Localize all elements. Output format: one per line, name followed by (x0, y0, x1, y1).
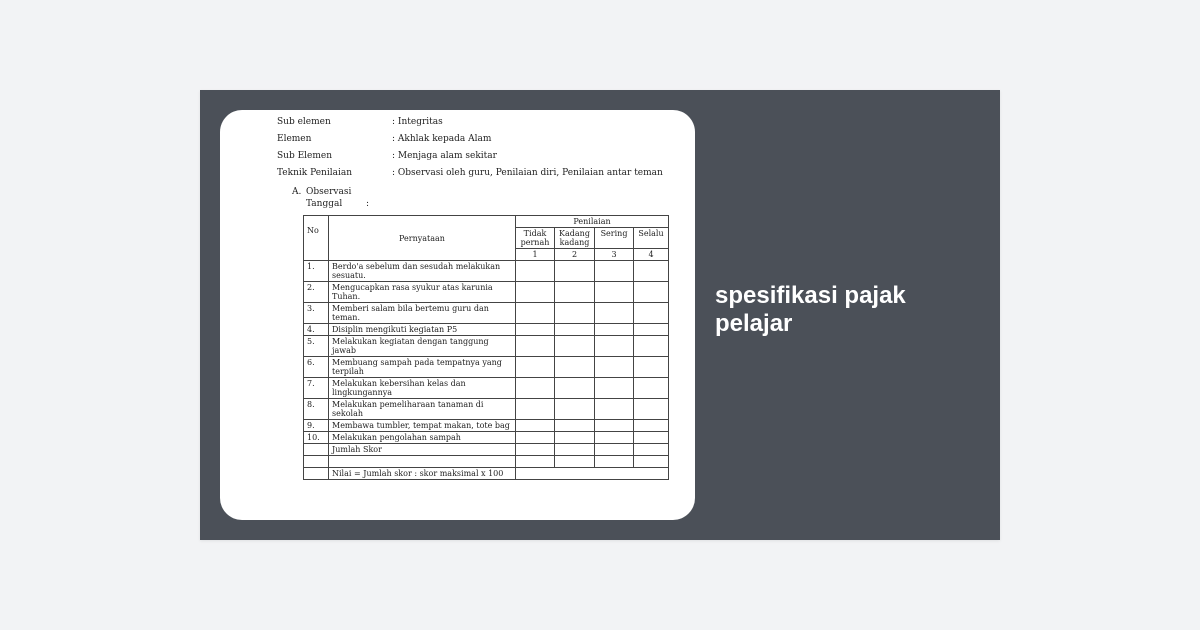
score-cell[interactable] (516, 378, 555, 399)
row-number: 2. (304, 282, 329, 303)
score-cell[interactable] (595, 420, 634, 432)
meta-label: Elemen (277, 134, 312, 144)
row-statement: Melakukan pengolahan sampah (329, 432, 516, 444)
score-cell[interactable] (634, 324, 669, 336)
page-title: spesifikasi pajak pelajar (715, 282, 906, 337)
score-cell[interactable] (555, 378, 595, 399)
score-cell[interactable] (595, 303, 634, 324)
table-row (304, 336, 669, 357)
row-number: 1. (304, 261, 329, 282)
score-cell[interactable] (634, 282, 669, 303)
score-cell[interactable] (516, 261, 555, 282)
table-row (304, 324, 669, 336)
table-row (304, 378, 669, 399)
section-letter: A. (292, 187, 302, 197)
row-statement: Disiplin mengikuti kegiatan P5 (329, 324, 516, 336)
date-label: Tanggal (306, 199, 343, 209)
blank-row (304, 456, 669, 468)
score-cell[interactable] (595, 432, 634, 444)
row-statement: Membawa tumbler, tempat makan, tote bag (329, 420, 516, 432)
row-statement: Mengucapkan rasa syukur atas karunia Tuhan. (329, 282, 516, 303)
scale-label: Selalu (634, 228, 669, 249)
score-cell[interactable] (555, 444, 595, 456)
score-cell[interactable] (516, 357, 555, 378)
row-number: 7. (304, 378, 329, 399)
score-cell[interactable] (634, 336, 669, 357)
meta-label: Sub elemen (277, 117, 331, 127)
scale-label: Sering (595, 228, 634, 249)
table-row (304, 261, 669, 282)
total-row (304, 444, 669, 456)
score-cell[interactable] (595, 261, 634, 282)
meta-label: Sub Elemen (277, 151, 333, 161)
table-row (304, 282, 669, 303)
table-row (304, 432, 669, 444)
table-row (304, 420, 669, 432)
meta-value: : Observasi oleh guru, Penilaian diri, Penilaian antar teman (392, 168, 663, 178)
table-row (304, 303, 669, 324)
meta-label: Teknik Penilaian (277, 168, 353, 178)
score-cell[interactable] (595, 444, 634, 456)
score-cell[interactable] (555, 261, 595, 282)
score-cell[interactable] (555, 303, 595, 324)
score-cell[interactable] (516, 282, 555, 303)
meta-value: : Akhlak kepada Alam (392, 134, 492, 144)
score-cell[interactable] (555, 282, 595, 303)
scale-score: 1 (516, 249, 555, 261)
col-statement-header: Pernyataan (329, 216, 516, 261)
row-number: 6. (304, 357, 329, 378)
score-cell[interactable] (555, 432, 595, 444)
table-row (304, 357, 669, 378)
score-cell[interactable] (555, 420, 595, 432)
row-statement: Berdo'a sebelum dan sesudah melakukan sesuatu. (329, 261, 516, 282)
scale-label: Kadang kadang (555, 228, 595, 249)
row-number: 5. (304, 336, 329, 357)
section-heading (292, 187, 351, 198)
row-statement: Melakukan pemeliharaan tanaman di sekolah (329, 399, 516, 420)
score-cell[interactable] (634, 399, 669, 420)
score-cell[interactable] (516, 399, 555, 420)
score-cell[interactable] (516, 324, 555, 336)
section-title: Observasi (306, 187, 352, 197)
score-cell[interactable] (516, 432, 555, 444)
col-group-header: Penilaian (516, 216, 669, 228)
total-label: Jumlah Skor (329, 444, 516, 456)
table-header-row (304, 216, 669, 228)
score-cell[interactable] (634, 303, 669, 324)
score-cell[interactable] (634, 432, 669, 444)
score-cell[interactable] (516, 336, 555, 357)
meta-value: : Menjaga alam sekitar (392, 151, 497, 161)
score-cell[interactable] (555, 324, 595, 336)
score-cell[interactable] (595, 357, 634, 378)
table-row (304, 399, 669, 420)
meta-value: : Integritas (392, 117, 443, 127)
scale-score: 4 (634, 249, 669, 261)
row-number: 10. (304, 432, 329, 444)
date-row (306, 199, 370, 210)
row-number: 4. (304, 324, 329, 336)
row-statement: Melakukan kegiatan dengan tanggung jawab (329, 336, 516, 357)
final-score-cell[interactable] (516, 468, 669, 480)
score-cell[interactable] (595, 324, 634, 336)
scale-score: 2 (555, 249, 595, 261)
score-cell[interactable] (634, 420, 669, 432)
score-cell[interactable] (516, 420, 555, 432)
row-number: 9. (304, 420, 329, 432)
score-cell[interactable] (634, 261, 669, 282)
score-cell[interactable] (555, 336, 595, 357)
score-cell[interactable] (595, 378, 634, 399)
document-image (220, 110, 695, 520)
row-number: 8. (304, 399, 329, 420)
score-cell[interactable] (555, 357, 595, 378)
formula-row (304, 468, 669, 480)
col-no-header: No (304, 216, 329, 261)
scale-label: Tidak pernah (516, 228, 555, 249)
row-number: 3. (304, 303, 329, 324)
score-cell[interactable] (555, 399, 595, 420)
score-cell[interactable] (634, 378, 669, 399)
score-cell[interactable] (516, 444, 555, 456)
content-card (200, 90, 1000, 540)
score-cell[interactable] (595, 336, 634, 357)
score-cell[interactable] (595, 399, 634, 420)
scale-score: 3 (595, 249, 634, 261)
date-colon: : (366, 199, 370, 209)
assessment-table (303, 215, 669, 480)
row-statement: Melakukan kebersihan kelas dan lingkungannya (329, 378, 516, 399)
score-cell[interactable] (634, 444, 669, 456)
score-cell[interactable] (595, 282, 634, 303)
row-statement: Memberi salam bila bertemu guru dan teman. (329, 303, 516, 324)
formula-text: Nilai = Jumlah skor : skor maksimal x 100 (329, 468, 516, 480)
score-cell[interactable] (516, 303, 555, 324)
row-statement: Membuang sampah pada tempatnya yang terpilah (329, 357, 516, 378)
score-cell[interactable] (634, 357, 669, 378)
